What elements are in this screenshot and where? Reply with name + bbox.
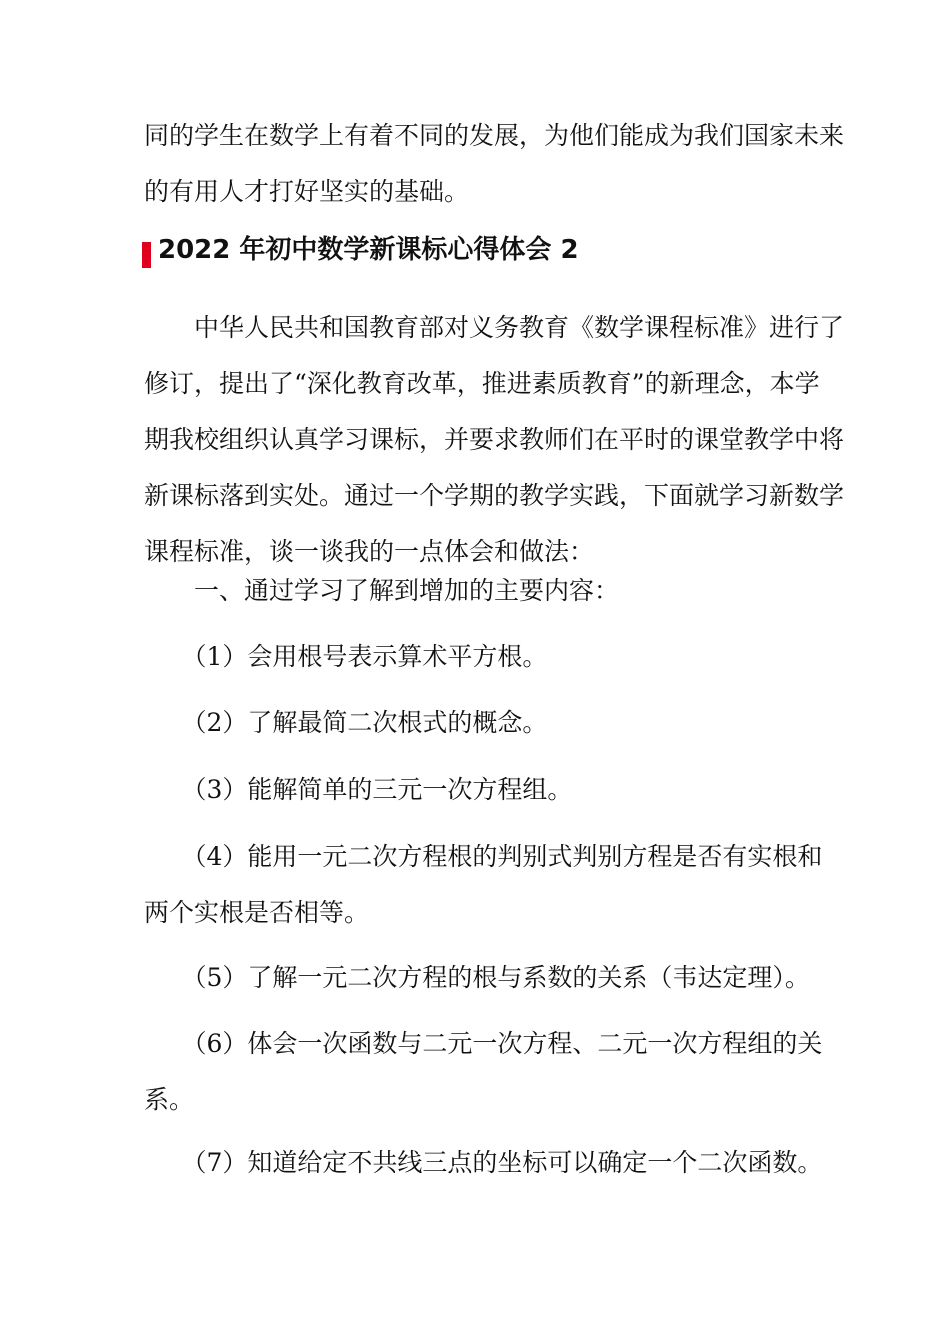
intro-paragraph — [144, 300, 845, 580]
list-item — [144, 1016, 823, 1128]
heading-text: 2022 年初中数学新课标心得体会 2 — [158, 235, 579, 265]
list-item: （7）知道给定不共线三点的坐标可以确定一个二次函数。 — [144, 1148, 823, 1177]
text-line: 系。 — [144, 1085, 195, 1114]
text-line: 同的学生在数学上有着不同的发展，为他们能成为我们国家未来 — [144, 121, 845, 150]
list-item: （2）了解最简二次根式的概念。 — [144, 708, 548, 737]
list-item: （1）会用根号表示算术平方根。 — [144, 642, 548, 671]
text-line: （6）体会一次函数与二元一次方程、二元一次方程组的关 — [144, 1029, 823, 1058]
heading-marker — [142, 242, 151, 268]
text-line: 修订，提出了“深化教育改革，推进素质教育”的新理念，本学 — [144, 369, 820, 398]
text-line: 的有用人才打好坚实的基础。 — [144, 177, 470, 206]
list-item: （5）了解一元二次方程的根与系数的关系（韦达定理）。 — [144, 963, 810, 992]
text-line: 期我校组织认真学习课标，并要求教师们在平时的课堂教学中将 — [144, 425, 845, 454]
section-title: 一、通过学习了解到增加的主要内容： — [144, 576, 620, 605]
section-heading — [144, 228, 579, 272]
text-line: 新课标落到实处。通过一个学期的教学实践，下面就学习新数学 — [144, 481, 845, 510]
list-item — [144, 829, 823, 941]
text-line: 两个实根是否相等。 — [144, 898, 370, 927]
text-line: （4）能用一元二次方程根的判别式判别方程是否有实根和 — [144, 842, 823, 871]
paragraph-continued — [144, 108, 845, 220]
text-line: 中华人民共和国教育部对义务教育《数学课程标准》进行了 — [144, 313, 845, 342]
text-line: 课程标准，谈一谈我的一点体会和做法： — [144, 537, 595, 566]
list-item: （3）能解简单的三元一次方程组。 — [144, 775, 573, 804]
